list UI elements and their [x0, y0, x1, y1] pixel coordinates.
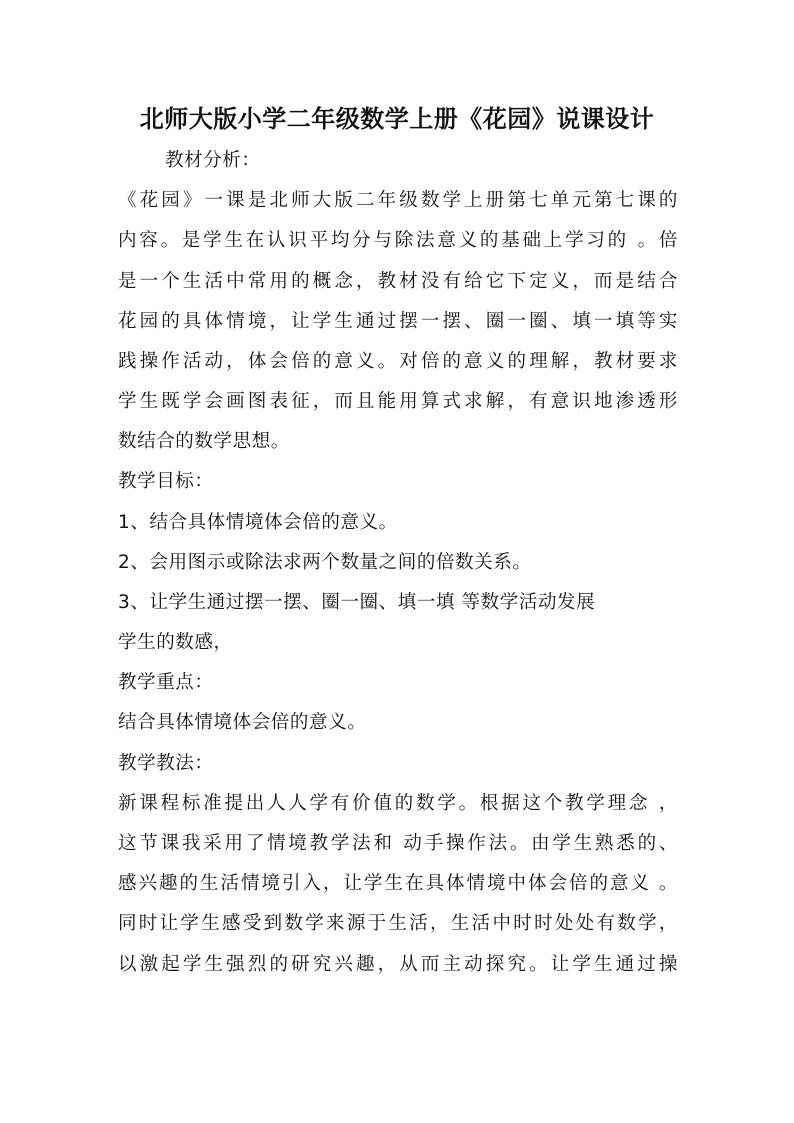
section-heading-teaching-goals: 教学目标： — [118, 471, 214, 492]
document-title: 北师大版小学二年级数学上册《花园》说课设计 — [139, 104, 655, 133]
paragraph-line: 是一个生活中常用的概念，教材没有给它下定义，而是结合 — [118, 271, 678, 292]
paragraph-line: 这节课我采用了情境教学法和 动手操作法。由学生熟悉的、 — [118, 833, 678, 854]
list-item-continuation: 学生的数感， — [118, 632, 233, 653]
paragraph-line: 以激起学生强烈的研究兴趣，从而主动探究。让学生通过操 — [118, 954, 678, 975]
paragraph-line: 践操作活动，体会倍的意义。对倍的意义的理解，教材要求 — [118, 351, 678, 372]
paragraph-line: 同时让学生感受到数学来源于生活，生活中时时处处有数学， — [118, 913, 678, 934]
paragraph-line: 数结合的数学思想。 — [118, 431, 290, 452]
list-item: 2、会用图示或除法求两个数量之间的倍数关系。 — [118, 552, 532, 573]
paragraph-line: 学生既学会画图表征，而且能用算式求解，有意识地渗透形 — [118, 391, 678, 412]
paragraph-line: 内容。是学生在认识平均分与除法意义的基础上学习的 。倍 — [118, 230, 678, 251]
section-heading-teaching-focus: 教学重点： — [118, 672, 214, 693]
paragraph-line: 花园的具体情境，让学生通过摆一摆、圈一圈、填一填等实 — [118, 311, 678, 332]
paragraph-line: 新课程标准提出人人学有价值的数学。根据这个教学理念 ， — [118, 793, 678, 814]
section-heading-teaching-methods: 教学教法： — [118, 753, 214, 774]
section-heading-textbook-analysis: 教材分析： — [165, 150, 261, 171]
paragraph-line: 结合具体情境体会倍的意义。 — [118, 712, 367, 733]
list-item: 1、结合具体情境体会倍的意义。 — [118, 512, 398, 533]
paragraph-line: 感兴趣的生活情境引入，让学生在具体情境中体会倍的意义 。 — [118, 873, 678, 894]
paragraph-line: 《花园》一课是北师大版二年级数学上册第七单元第七课的 — [118, 190, 678, 211]
list-item: 3、让学生通过摆一摆、圈一圈、填一填 等数学活动发展 — [118, 592, 596, 613]
